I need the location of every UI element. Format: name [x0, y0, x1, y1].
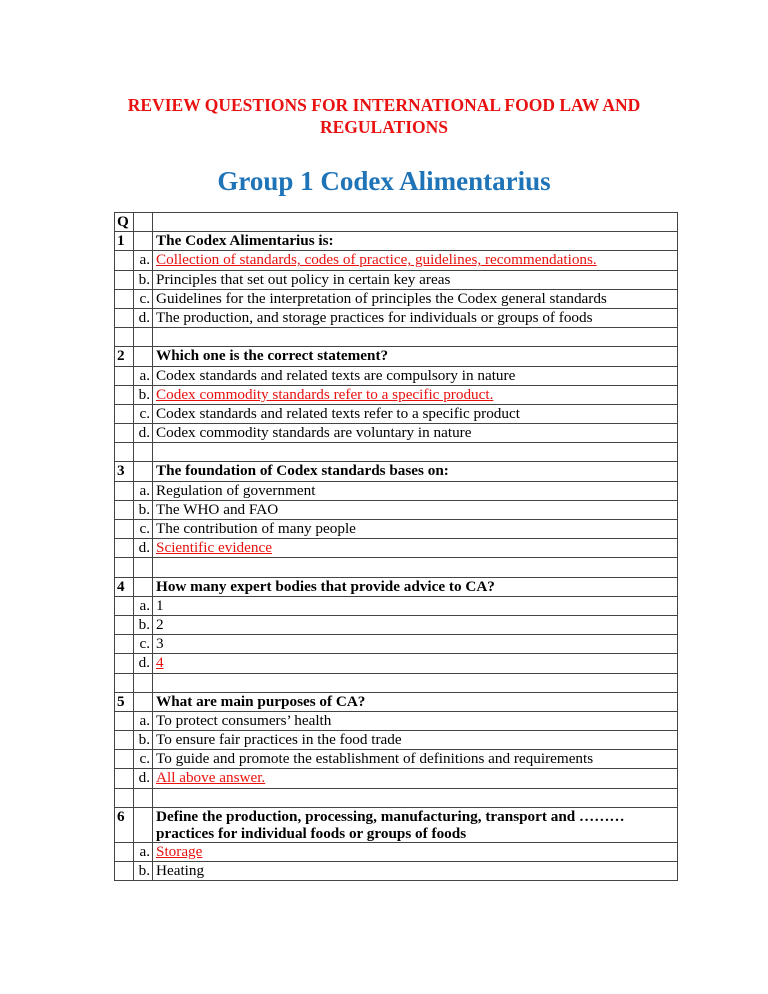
question-number: 2	[115, 347, 134, 366]
question-row	[115, 462, 678, 481]
correct-answer-text: All above answer.	[156, 769, 266, 787]
option-letter: a.	[134, 481, 153, 500]
option-text: Codex commodity standards are voluntary in nature	[156, 424, 472, 442]
option-text-cell	[153, 366, 678, 385]
option-letter: b.	[134, 500, 153, 519]
option-text-cell	[153, 385, 678, 404]
option-text: 1	[156, 596, 164, 614]
correct-answer-text: 4	[156, 654, 164, 672]
option-text: The contribution of many people	[156, 520, 356, 537]
option-letter: a.	[134, 596, 153, 615]
option-row	[115, 270, 678, 289]
correct-answer-text: Codex commodity standards refer to a specific product.	[156, 385, 494, 403]
question-number: 1	[115, 232, 134, 251]
option-text-cell	[153, 635, 678, 654]
option-row	[115, 731, 678, 750]
spacer-row	[115, 328, 678, 347]
option-text: 2	[156, 615, 164, 633]
question-row	[115, 692, 678, 711]
option-row	[115, 842, 678, 861]
question-number: 4	[115, 577, 134, 596]
option-text: The production, and storage practices for individuals or groups of foods	[156, 308, 593, 326]
option-letter: b.	[134, 615, 153, 634]
question-row	[115, 347, 678, 366]
option-letter: c.	[134, 635, 153, 654]
option-text-cell	[153, 308, 678, 327]
option-row	[115, 769, 678, 788]
option-text-cell	[153, 481, 678, 500]
question-number: 3	[115, 462, 134, 481]
option-row	[115, 654, 678, 673]
option-row	[115, 711, 678, 730]
option-text: The WHO and FAO	[156, 500, 279, 518]
option-text: Guidelines for the interpretation of principles the Codex general standards	[156, 289, 607, 307]
spacer-row	[115, 673, 678, 692]
option-text: Principles that set out policy in certain key areas	[156, 270, 451, 288]
option-letter: a.	[134, 366, 153, 385]
correct-answer-text: Collection of standards, codes of practice, guidelines, recommendations.	[156, 251, 597, 269]
option-letter: c.	[134, 289, 153, 308]
option-letter: b.	[134, 270, 153, 289]
correct-answer-text: Scientific evidence	[156, 539, 272, 557]
option-text-cell	[153, 654, 678, 673]
option-row	[115, 750, 678, 769]
option-row	[115, 308, 678, 327]
option-row	[115, 539, 678, 558]
option-row	[115, 481, 678, 500]
title-line-1: REVIEW QUESTIONS FOR INTERNATIONAL FOOD LAW AND	[127, 95, 641, 115]
option-letter: d.	[134, 769, 153, 788]
option-text: To protect consumers’ health	[156, 711, 332, 729]
option-row	[115, 424, 678, 443]
correct-answer-text: Storage	[156, 842, 203, 860]
questions-table	[114, 212, 678, 881]
question-stem: How many expert bodies that provide advice to CA?	[153, 577, 678, 596]
title-line-2: REGULATIONS	[319, 117, 449, 137]
option-text-cell	[153, 862, 678, 881]
spacer-row	[115, 788, 678, 807]
option-letter: d.	[134, 539, 153, 558]
option-row	[115, 520, 678, 539]
option-row	[115, 615, 678, 634]
option-text-cell	[153, 842, 678, 861]
option-row	[115, 385, 678, 404]
question-stem: Which one is the correct statement?	[153, 347, 678, 366]
option-text-cell	[153, 289, 678, 308]
option-letter: b.	[134, 862, 153, 881]
header-q: Q	[115, 213, 134, 232]
option-text-cell	[153, 424, 678, 443]
question-row	[115, 232, 678, 251]
option-letter: c.	[134, 750, 153, 769]
option-text-cell	[153, 769, 678, 788]
option-text-cell	[153, 615, 678, 634]
option-text: Regulation of government	[156, 481, 316, 499]
question-number: 5	[115, 692, 134, 711]
option-row	[115, 596, 678, 615]
option-letter: a.	[134, 711, 153, 730]
option-row	[115, 251, 678, 270]
option-row	[115, 404, 678, 423]
option-row	[115, 366, 678, 385]
option-row	[115, 289, 678, 308]
option-text-cell	[153, 539, 678, 558]
option-text: Codex standards and related texts refer to a specific product	[156, 404, 520, 422]
document-title	[0, 94, 768, 138]
option-letter: a.	[134, 842, 153, 861]
header-row	[115, 213, 678, 232]
question-stem: What are main purposes of CA?	[153, 692, 678, 711]
option-text-cell	[153, 404, 678, 423]
question-stem: The Codex Alimentarius is:	[153, 232, 678, 251]
option-text: Heating	[156, 862, 205, 879]
question-row	[115, 807, 678, 842]
option-row	[115, 500, 678, 519]
option-letter: c.	[134, 404, 153, 423]
option-letter: d.	[134, 424, 153, 443]
option-text-cell	[153, 500, 678, 519]
option-letter: b.	[134, 385, 153, 404]
option-text-cell	[153, 596, 678, 615]
option-text: To guide and promote the establishment of definitions and requirements	[156, 750, 594, 768]
question-stem: Define the production, processing, manufacturing, transport and ……… practices for individual foods or groups of foods	[153, 807, 678, 842]
option-text: To ensure fair practices in the food trade	[156, 731, 402, 749]
option-letter: c.	[134, 520, 153, 539]
option-letter: d.	[134, 654, 153, 673]
spacer-row	[115, 443, 678, 462]
option-row	[115, 862, 678, 881]
option-letter: d.	[134, 308, 153, 327]
option-text-cell	[153, 711, 678, 730]
option-letter: b.	[134, 731, 153, 750]
option-letter: a.	[134, 251, 153, 270]
spacer-row	[115, 558, 678, 577]
group-heading: Group 1 Codex Alimentarius	[217, 166, 551, 196]
option-text-cell	[153, 731, 678, 750]
question-number: 6	[115, 807, 134, 842]
option-text-cell	[153, 270, 678, 289]
question-row	[115, 577, 678, 596]
option-row	[115, 635, 678, 654]
option-text-cell	[153, 251, 678, 270]
questions-table-body	[115, 213, 678, 881]
option-text-cell	[153, 750, 678, 769]
question-stem: The foundation of Codex standards bases on:	[153, 462, 678, 481]
option-text: 3	[156, 635, 164, 653]
option-text: Codex standards and related texts are compulsory in nature	[156, 366, 516, 384]
option-text-cell	[153, 520, 678, 539]
